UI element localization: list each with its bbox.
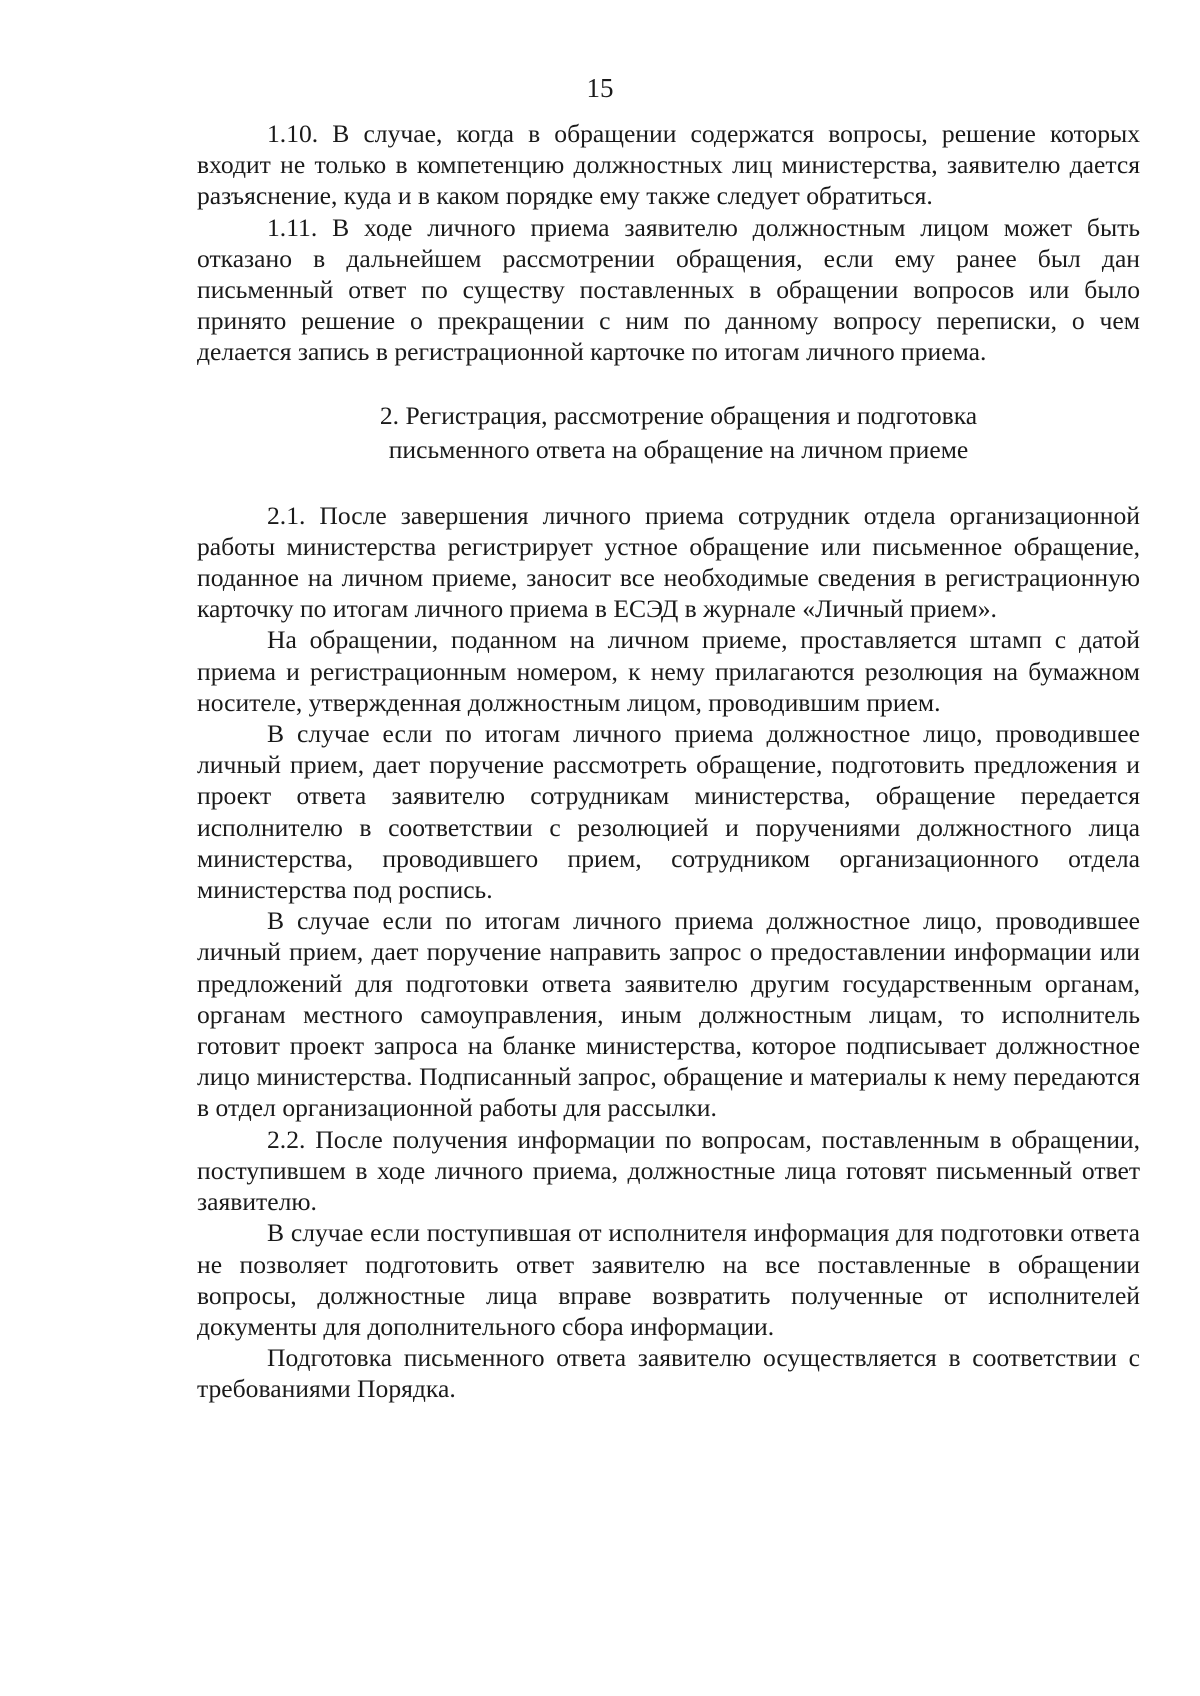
paragraph-1-10: 1.10. В случае, когда в обращении содержатся вопросы, решение которых входит не только в компетенцию должностных лиц министерства, заявителю дается разъяснение, куда и в каком порядке ему также следует обратиться. bbox=[197, 119, 1140, 211]
paragraph-return-documents: В случае если поступившая от исполнителя информация для подготовки ответа не позволяет подготовить ответ заявителю на все поставленные в обращении вопросы, должностные лица вправе возвратить полученные от исполнителей документы для дополнительного сбора информации. bbox=[197, 1218, 1140, 1341]
paragraph-instruction-review: В случае если по итогам личного приема должностное лицо, проводившее личный прием, дает поручение рассмотреть обращение, подготовить предложения и проект ответа заявителю сотрудникам министерства, обращение передается исполнителю в соответствии с резолюцией и поручениями должностного лица министерства, проводившего прием, сотрудником организационного отдела министерства под роспись. bbox=[197, 719, 1140, 905]
paragraph-instruction-request: В случае если по итогам личного приема должностное лицо, проводившее личный прием, дает поручение направить запрос о предоставлении информации или предложений для подготовки ответа заявителю другим государственным органам, органам местного самоуправления, иным должностным лицам, то исполнитель готовит проект запроса на бланке министерства, которое подписывает должностное лицо министерства. Подписанный запрос, обращение и материалы к нему передаются в отдел организационной работы для рассылки. bbox=[197, 906, 1140, 1123]
paragraph-stamp: На обращении, поданном на личном приеме, проставляется штамп с датой приема и регистрационным номером, к нему прилагаются резолюция на бумажном носителе, утвержденная должностным лицом, проводившим прием. bbox=[197, 625, 1140, 717]
section-heading bbox=[197, 399, 1140, 467]
section-heading-line-2: письменного ответа на обращение на личном приеме bbox=[388, 434, 969, 464]
paragraph-2-2: 2.2. После получения информации по вопросам, поставленным в обращении, поступившем в ходе личного приема, должностные лица готовят письменный ответ заявителю. bbox=[197, 1124, 1140, 1217]
page-number: 15 bbox=[586, 73, 614, 103]
section-heading-line-1: 2. Регистрация, рассмотрение обращения и подготовка bbox=[379, 400, 978, 430]
paragraph-procedure: Подготовка письменного ответа заявителю осуществляется в соответствии с требованиями Порядка. bbox=[197, 1343, 1140, 1404]
document-body bbox=[197, 118, 1140, 1405]
paragraph-2-1: 2.1. После завершения личного приема сотрудник отдела организационной работы министерства регистрирует устное обращение или письменное обращение, поданное на личном приеме, заносит все необходимые сведения в регистрационную карточку по итогам личного приема в ЕСЭД в журнале «Личный прием». bbox=[197, 500, 1140, 624]
paragraph-1-11: 1.11. В ходе личного приема заявителю должностным лицом может быть отказано в дальнейшем рассмотрении обращения, если ему ранее был дан письменный ответ по существу поставленных в обращении вопросов или было принято решение о прекращении с ним по данному вопросу переписки, о чем делается запись в регистрационной карточке по итогам личного приема. bbox=[197, 212, 1140, 367]
